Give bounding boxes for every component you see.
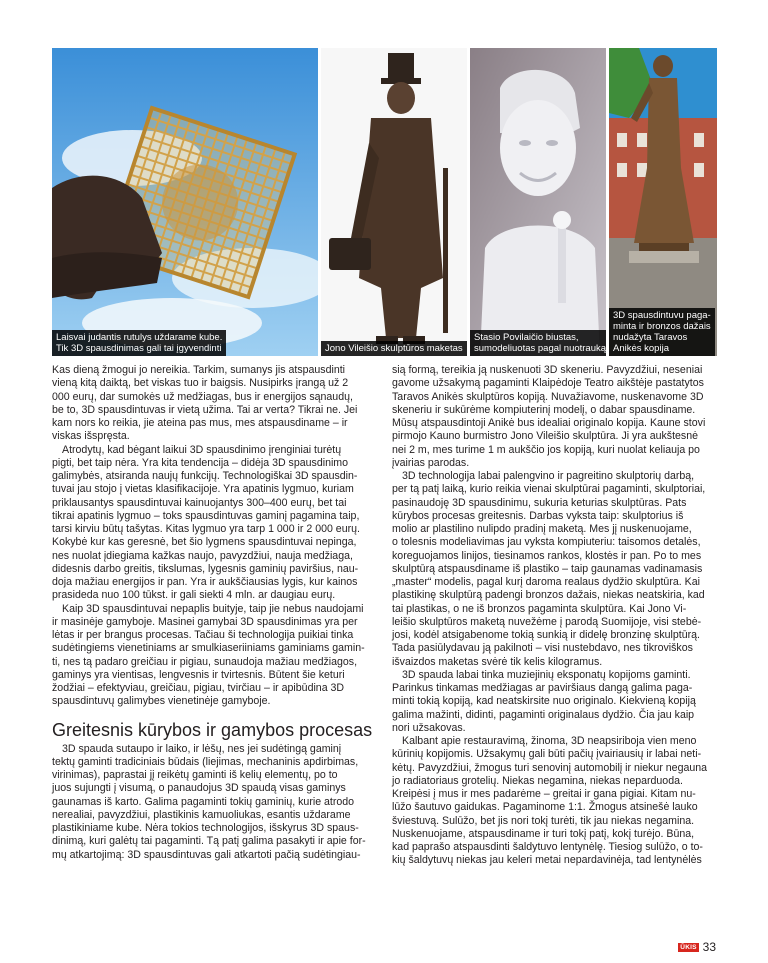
text-line: kėtų. Pavyzdžiui, žmogus turi senovinį automobilį ir niekur negauna bbox=[392, 761, 708, 774]
photo-caption bbox=[321, 341, 467, 356]
caption-line: Anikės kopija bbox=[613, 343, 669, 354]
text-line: kūrinių kopijomis. Užsakymų gali būti pačių įvairiausių ir labai neti- bbox=[392, 748, 702, 761]
text-line: įvairias parodas. bbox=[392, 456, 470, 469]
text-line: koreguojamos linijos, tiesinamos rankos, klostės ir pan. Po to mes bbox=[392, 549, 702, 562]
text-line: josi, kodėl atsigabenome tokią sunkią ir didelę bronzinę skulptūrą. bbox=[392, 629, 700, 641]
text-line: nes nuolat įdiegiama kažkas naujo, pavyzdžiui, nauja medžiaga, bbox=[52, 549, 353, 562]
photo-povilaitis-bust bbox=[470, 48, 606, 356]
article-column-right bbox=[392, 364, 716, 868]
text-line: gaminys yra vientisas, lengvesnis ir tvirtesnis. Būtent šie keturi bbox=[52, 668, 345, 681]
text-line: be to, 3D spausdintuvas ir vietą užima. Tai ar verta? Tikrai ne. Jei bbox=[52, 403, 358, 416]
photo-caption bbox=[52, 330, 226, 356]
text-line: plastikinę skulptūrą padengi bronzos dažais, niekas neatskiria, kad bbox=[392, 589, 705, 602]
caption-line: Laisvai judantis rutulys uždarame kube. bbox=[56, 332, 223, 343]
text-line: per tą patį laiką, kurio reikia vienai skulptūrai pagaminti, skulptoriai, bbox=[392, 483, 706, 496]
caption-line: minta ir bronzos dažais bbox=[613, 321, 711, 332]
photo-cube bbox=[52, 48, 318, 356]
text-line: tarsi kirviu būtų tašytas. Kitas lygmuo yra tarp 1 000 ir 2 000 eurų. bbox=[52, 523, 360, 535]
text-line: lūžo šautuvo gaidukas. Pagaminome 1:1. Žmogus atsinešė lauko bbox=[392, 801, 698, 814]
text-line: leišio skulptūros maketą nuvežėme į parodą Suomijoje, visi stebė- bbox=[392, 615, 702, 628]
text-line: juos sujungti į visumą, o panaudojus 3D spaudą visas gaminys bbox=[52, 782, 346, 795]
photo-vileisis-statue bbox=[321, 48, 467, 356]
text-line: o tolesnis modeliavimas jau vyksta kompiuteriu: taisomos detalės, bbox=[392, 536, 701, 549]
text-line: plastikiniame kube. Nėra tokios technologijos, išskyrus 3D spaus- bbox=[52, 822, 359, 834]
text-line: 3D spauda sutaupo ir laiko, ir lėšų, nes jei sudėtingą gaminį bbox=[62, 742, 342, 755]
text-line: dinimą, kuri galėtų tai pagaminti. Tą patį galima pasakyti ir apie for- bbox=[52, 835, 366, 848]
page-number: 33 bbox=[702, 940, 716, 954]
text-line: gavome užsakymą pagaminti Klaipėdoje Teatro aikštėje pastatytos bbox=[392, 377, 704, 390]
text-line: kad paprašo atspausdinti šaldytuvo lentynėlę. Tiesiog sulūžo, o to- bbox=[392, 841, 703, 853]
text-line: kam nors ko reikia, jie ateina pas mus, mes atspausdiname – ir bbox=[52, 417, 348, 429]
text-line: 3D technologija labai palengvino ir pagreitino skulptorių darbą, bbox=[402, 470, 695, 482]
text-line: Parinkus tinkamas medžiagas ar paviršiaus dangą galima paga- bbox=[392, 682, 693, 694]
caption-line: Jono Vileišio skulptūros maketas bbox=[325, 343, 463, 354]
text-line: Nuskenuojame, atspausdiname ir turi tokį patį, kokį turėjo. Būna, bbox=[392, 827, 695, 840]
text-line: tuvai jau stojo į vietas klasifikacijoje. Yra apatinis lygmuo, kuriam bbox=[52, 483, 354, 496]
text-line: lėtas ir per brangus procesas. Tačiau ši technologija puikiai tinka bbox=[52, 629, 354, 641]
text-line: sudėtingiems vienetiniams ar smulkiaseriiniams gaminiams gamin- bbox=[52, 642, 365, 655]
text-line: Kalbant apie restauravimą, žinoma, 3D neapsiriboja vien meno bbox=[402, 735, 697, 747]
text-line: Kas dieną žmogui jo nereikia. Tarkim, sumanys jis atspausdinti bbox=[52, 364, 346, 376]
text-line: išvaizdos maketas svėrė tik kelis kilogramus. bbox=[392, 655, 603, 668]
text-line: kūrybos procesas greitesnis. Darbas vyksta taip: skulptorius iš bbox=[392, 509, 684, 522]
paragraph bbox=[392, 669, 716, 735]
photo-caption bbox=[609, 308, 715, 356]
paragraph bbox=[52, 444, 375, 603]
paragraph bbox=[52, 743, 375, 862]
text-line: sią formą, tereikia ją nuskenuoti 3D skeneriu. Pavyzdžiui, neseniai bbox=[392, 364, 703, 376]
text-line: Kokybė kur kas geresnė, bet šio lygmens spausdintuvai nepinga, bbox=[52, 536, 357, 549]
text-line: prasideda nuo 100 tūkst. ir gali siekti 4 mln. ar daugiau eurų. bbox=[52, 589, 336, 602]
caption-line: nudažyta Taravos bbox=[613, 332, 688, 343]
text-line: kių šaldytuvų niekas jau keleri metai nepardavinėja, tad lentynėlės bbox=[392, 854, 702, 867]
text-line: galimybės, atsiranda naujų funkcijų. Technologiškai 3D spausdin- bbox=[52, 470, 358, 482]
text-line: skulptūrą atspausdiname iš plastiko – taip gaunamas vadinamasis bbox=[392, 562, 703, 575]
text-line: jo radiatoriaus grotelių. Niekas negamina, niekas neparduoda. bbox=[392, 774, 683, 787]
paragraph bbox=[52, 364, 375, 444]
text-line: tai plastikas, o ne iš bronzos pagaminta skulptūra. Kai Jono Vi- bbox=[392, 602, 687, 615]
text-line: 000 eurų, dar sumokės už medžiagas, bus ir energijos sąnaudų, bbox=[52, 390, 353, 403]
text-line: minti tokią kopiją, kad neatskirsite nuo originalo. Kiekvieną kopiją bbox=[392, 695, 696, 708]
text-line: tikrai apatinis lygmuo – toks spausdintuvas gaminį pagamina taip, bbox=[52, 509, 360, 522]
text-line: 3D spauda labai tinka muziejinių eksponatų kopijoms gaminti. bbox=[402, 668, 691, 681]
text-line: Tada pasiūlydavau ją pakilnoti – visi nustebdavo, nes tikroviškos bbox=[392, 642, 693, 655]
text-line: ir masinėje gamyboje. Masinei gamybai 3D spausdinimas yra per bbox=[52, 615, 358, 628]
caption-line: 3D spausdintuvu paga- bbox=[613, 310, 711, 321]
statue-illustration bbox=[321, 48, 467, 356]
paragraph bbox=[392, 364, 716, 470]
article-column-left bbox=[52, 364, 375, 862]
text-line: Taravos Anikės skulptūros kopiją. Nuvažiavome, nuskenavome 3D bbox=[392, 390, 704, 403]
paragraph bbox=[392, 735, 716, 868]
caption-line: Tik 3D spausdinimas gali tai įgyvendinti bbox=[56, 343, 222, 354]
text-line: galima mažinti, didinti, pagaminti originalaus dydžio. Čia jau kaip bbox=[392, 708, 695, 721]
caption-line: sumodeliuotas pagal nuotrauką bbox=[474, 343, 606, 354]
page-footer bbox=[678, 940, 716, 954]
text-line: spausdintuvų galimybes vienetinėje gamyboje. bbox=[52, 695, 271, 708]
text-line: viskas išspręsta. bbox=[52, 430, 130, 443]
text-line: mų atkartojimą: 3D spausdintuvas gali atkartoti pačią sudėtingiau- bbox=[52, 848, 361, 861]
text-line: nori užsakovas. bbox=[392, 721, 466, 734]
text-line: vieną kitą daiktą, bet viskas tuo ir baigsis. Nusipirks įrangą už 2 bbox=[52, 377, 349, 390]
caption-line: Stasio Povilaičio biustas, bbox=[474, 332, 579, 343]
text-line: virinimas), paprastai jį reikėtų gaminti iš kelių elementų, po to bbox=[52, 769, 338, 781]
text-line: Atrodytų, kad bėgant laikui 3D spausdinimo įrenginiai turėtų bbox=[62, 443, 342, 456]
text-line: molio ar plastilino nulipdo pradinį maketą. Mes jį nuskenuojame, bbox=[392, 523, 692, 535]
text-line: ti, nes tą padaro greičiau ir pigiau, sunaudoja mažiau medžiagos, bbox=[52, 655, 358, 668]
photo-anike-statue bbox=[609, 48, 717, 356]
text-line: nei 2 m, mes turime 1 m aukščio jos kopiją, kuri nuolat keliauja po bbox=[392, 443, 700, 456]
text-line: pasinaudoję 3D spausdinimu, sukuria keturias skulptūras. Pats bbox=[392, 496, 687, 509]
text-line: pirmojo Kauno burmistro Jono Vileišio skulptūra. Ji yra aukštesnė bbox=[392, 430, 698, 443]
text-line: tektų gaminti tradiciniais būdais (liejimas, mechaninis apdirbimas, bbox=[52, 755, 359, 768]
text-line: doja mažiau energijos ir pan. Yra ir aukščiausias lygis, kur kainos bbox=[52, 576, 358, 588]
cube-illustration bbox=[52, 48, 318, 356]
text-line: gaunamas iš karto. Galima pagaminti tokių gaminių, kurie atrodo bbox=[52, 795, 355, 808]
text-line: „master“ modelis, pagal kurį daroma realaus dydžio skulptūra. Kai bbox=[392, 576, 700, 588]
magazine-logo: ŪKIS bbox=[680, 943, 697, 951]
text-line: Kaip 3D spausdintuvai nepaplis buityje, taip jie nebus naudojami bbox=[62, 602, 364, 615]
text-line: priklausantys spausdintuvai kainuojantys 300–400 eurų, bet tai bbox=[52, 496, 347, 509]
photo-strip bbox=[52, 48, 717, 356]
text-line: Mūsų atspausdintoji Anikė bus idealiai originalo kopija. Kaune stovi bbox=[392, 417, 706, 429]
text-line: didesnis darbo greitis, tikslumas, lygesnis gaminių paviršius, nau- bbox=[52, 562, 359, 575]
text-line: žodžiai – efektyviau, greičiau, pigiau, tvirčiau – ir apibūdina 3D bbox=[52, 682, 345, 694]
paragraph bbox=[392, 470, 716, 669]
text-line: šviestuvą. Sulūžo, bet jis nori tokį turėti, tik jau niekas negamina. bbox=[392, 814, 695, 827]
text-line: pigti, bet taip nėra. Yra kita tendencija – didėja 3D spausdinimo bbox=[52, 456, 349, 469]
section-subheading: Greitesnis kūrybos ir gamybos procesas bbox=[52, 719, 373, 740]
photo-caption bbox=[470, 330, 606, 356]
bust-illustration bbox=[470, 48, 606, 356]
text-line: nerealiai, pavyzdžiui, plastikinis kamuoliukas, esantis uždarame bbox=[52, 808, 351, 821]
text-line: Kreipėsi į mus ir mes padarėme – greitai ir gana pigiai. Kitam nu- bbox=[392, 788, 696, 800]
paragraph bbox=[52, 603, 375, 709]
text-line: skeneriu ir sukūrėme kompiuterinį modelį, o dabar spausdiname. bbox=[392, 403, 696, 416]
